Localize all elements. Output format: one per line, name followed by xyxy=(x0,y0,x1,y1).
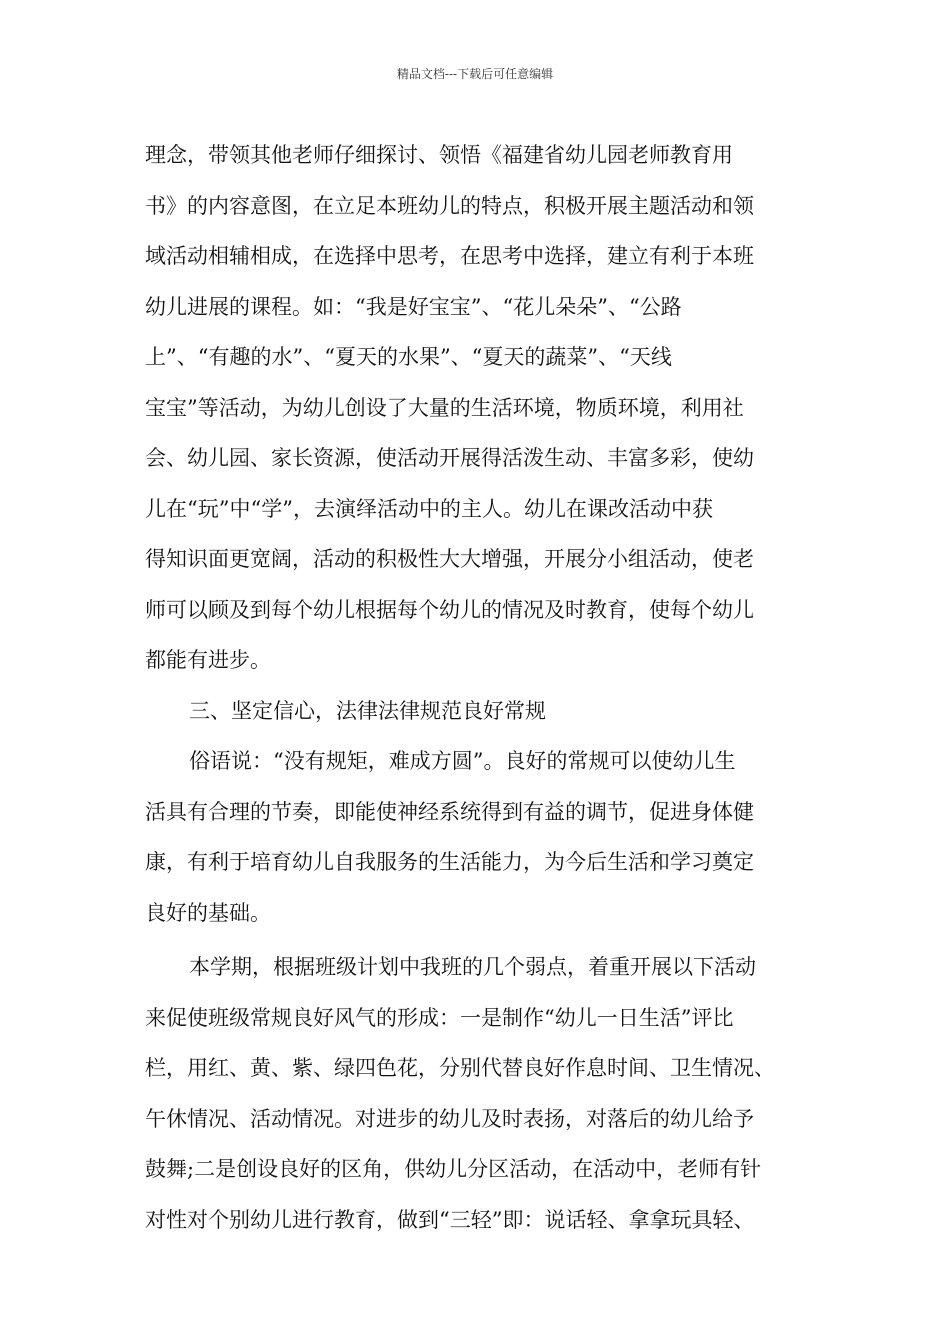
paragraph-semester xyxy=(145,942,825,1245)
text-line: 对性对个别幼儿进行教育，做到“三轻”即：说话轻、拿拿玩具轻、 xyxy=(145,1207,755,1232)
text-line: 良好的基础。 xyxy=(145,900,271,925)
paragraph-proverb xyxy=(145,736,825,938)
page-header: 精品文档---下载后可任意编辑 xyxy=(396,67,554,81)
heading-text: 三、坚定信心，法律法律规范良好常规 xyxy=(189,698,546,723)
text-line: 幼儿进展的课程。如：“我是好宝宝”、“花儿朵朵”、“公路 xyxy=(145,294,682,319)
text-line: 都能有进步。 xyxy=(145,648,271,672)
text-line: 俗语说：“没有规矩，难成方圆”。良好的常规可以使幼儿生 xyxy=(189,749,736,773)
text-line: 会、幼儿园、家长资源，使活动开展得活泼生动、丰富多彩，使幼 xyxy=(145,446,754,470)
text-line: 栏，用红、黄、紫、绿四色花，分别代替良好作息时间、卫生情况、 xyxy=(145,1056,775,1080)
text-line: 来促使班级常规良好风气的形成：一是制作“幼儿一日生活”评比 xyxy=(145,1005,734,1030)
text-line: 宝宝”等活动，为幼儿创设了大量的生活环境，物质环境，利用社 xyxy=(145,395,744,420)
text-line: 儿在“玩”中“学”，去演绎活动中的主人。幼儿在课改活动中获 xyxy=(145,496,713,521)
text-line: 本学期，根据班级计划中我班的几个弱点，着重开展以下活动 xyxy=(189,955,756,979)
text-line: 上”、“有趣的水”、“夏天的水果”、“夏天的蔬菜”、“天线 xyxy=(145,345,672,369)
text-line: 午休情况、活动情况。对进步的幼儿及时表扬，对落后的幼儿给予 xyxy=(145,1106,754,1131)
text-line: 域活动相辅相成，在选择中思考，在思考中选择，建立有利于本班 xyxy=(145,244,754,268)
text-line: 师可以顾及到每个幼儿根据每个幼儿的情况及时教育，使每个幼儿 xyxy=(145,597,754,622)
text-line: 鼓舞;二是创设良好的区角，供幼儿分区活动，在活动中，老师有针 xyxy=(145,1157,762,1181)
text-line: 理念，带领其他老师仔细探讨、领悟《福建省幼儿园老师教育用 xyxy=(145,143,733,167)
text-line: 得知识面更宽阔，活动的积极性大大增强，开展分小组活动，使老 xyxy=(145,547,754,571)
document-body xyxy=(145,130,825,1245)
paragraph-curriculum xyxy=(145,130,825,686)
section-heading xyxy=(145,686,825,737)
text-line: 康，有利于培育幼儿自我服务的生活能力，为今后生活和学习奠定 xyxy=(145,850,754,874)
text-line: 活具有合理的节奏，即能使神经系统得到有益的调节，促进身体健 xyxy=(145,799,754,824)
text-line: 书》的内容意图，在立足本班幼儿的特点，积极开展主题活动和领 xyxy=(145,193,754,218)
